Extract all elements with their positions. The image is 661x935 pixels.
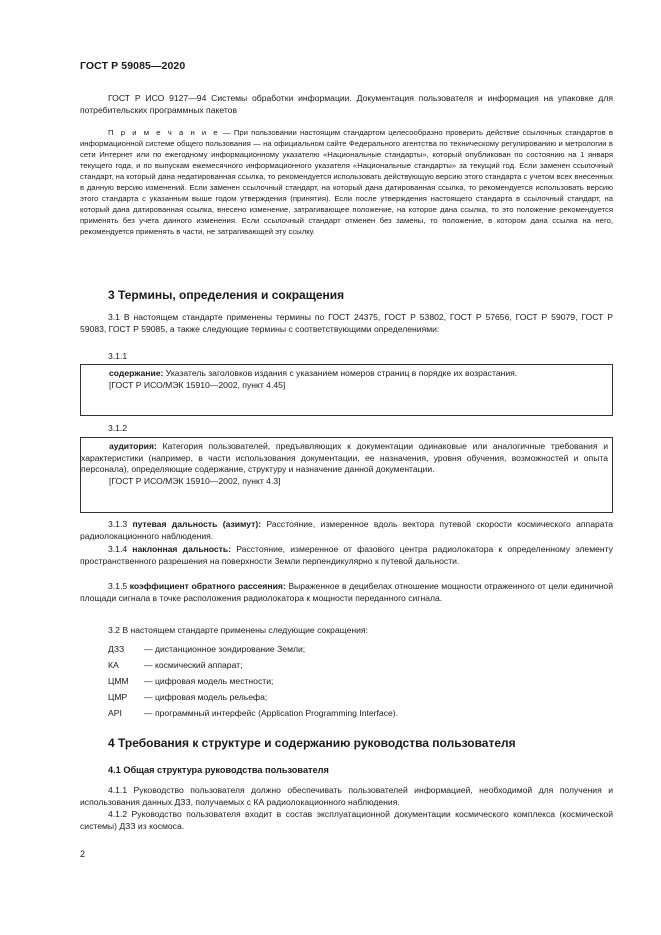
page-number: 2: [80, 849, 86, 859]
paragraph-3-1: 3.1 В настоящем стандарте применены термины по ГОСТ 24375, ГОСТ Р 53802, ГОСТ Р 57656, ГОСТ Р 59079, ГОСТ Р 59083, ГОСТ Р 59085, а также следующие термины с соответствующими определениями:: [80, 312, 613, 334]
abbreviation-text: — программный интерфейс (Application Programming Interface).: [144, 708, 399, 718]
abbreviation-code: ЦМР: [108, 692, 128, 702]
abbreviation-code: API: [108, 708, 122, 718]
abbreviation-row: [108, 676, 273, 688]
term-audience-text: Категория пользователей, предъявляющих к документации одинаковые или аналогичные требования и характеристики (например, в части использования документации, ее назначения, уровня обучения, возможностей и опыта персонала), определяющие содержание, структуру и назначение данной документации.: [81, 441, 608, 475]
clause-3-1-5: [80, 581, 613, 604]
term-audience-name: аудитория:: [109, 441, 157, 451]
term-audience-definition: [81, 441, 608, 476]
term-along-track-text: Расстояние, измеренное вдоль вектора путевой скорости космического аппарата радиолокационного наблюдения.: [80, 519, 613, 541]
clause-3-1-4: [80, 544, 613, 567]
term-box-contents: [80, 364, 613, 416]
abbreviation-code: КА: [108, 660, 119, 670]
note-label: П р и м е ч а н и е: [108, 128, 220, 137]
abbreviation-row: [108, 708, 398, 720]
document-header: ГОСТ Р 59085—2020: [80, 60, 186, 72]
term-contents-name: содержание:: [109, 368, 164, 378]
term-slant-range-text: Расстояние, измеренное от фазового центра радиолокатора к определенному элементу пространственного разрешения на поверхности Земли перпендикулярно к путевой дальности.: [80, 544, 613, 566]
section-3-title: 3 Термины, определения и сокращения: [108, 288, 345, 302]
term-contents-text: Указатель заголовков издания с указанием номеров страниц в порядке их возрастания.: [163, 368, 518, 378]
term-audience-source: [ГОСТ Р ИСО/МЭК 15910—2002, пункт 4.3]: [109, 475, 281, 486]
term-slant-range-name: наклонная дальность:: [132, 544, 232, 554]
abbreviation-text: — цифровая модель местности;: [144, 676, 274, 686]
clause-3-1-2-number: 3.1.2: [108, 423, 128, 433]
term-contents-source: [ГОСТ Р ИСО/МЭК 15910—2002, пункт 4.45]: [109, 379, 286, 390]
clause-3-1-5-number: 3.1.5: [108, 581, 130, 591]
clause-3-1-1-number: 3.1.1: [108, 351, 128, 361]
paragraph-4-1-2: 4.1.2 Руководство пользователя входит в состав эксплуатационной документации космического комплекса (космической системы) ДЗЗ из космоса.: [80, 809, 613, 831]
clause-3-1-3-number: 3.1.3: [108, 519, 133, 529]
abbreviation-row: [108, 692, 267, 704]
abbreviation-text: — цифровая модель рельефа;: [144, 692, 268, 702]
clause-3-1-4-number: 3.1.4: [108, 544, 133, 554]
abbreviation-code: ЦММ: [108, 676, 129, 686]
clause-3-1-3: [80, 519, 613, 542]
term-contents-definition: [81, 368, 608, 380]
abbreviation-text: — космический аппарат;: [144, 660, 243, 670]
paragraph-4-1-1: 4.1.1 Руководство пользователя должно обеспечивать пользователей информацией, необходимой для получения и использования данных ДЗЗ, получаемых с КА радиолокационного наблюдения.: [80, 785, 613, 807]
section-4-title: 4 Требования к структуре и содержанию руководства пользователя: [108, 736, 516, 750]
term-box-audience: [80, 437, 613, 513]
term-backscatter-text: Выраженное в децибелах отношение мощности отраженного от цели единичной площади сигнала в точке расположения радиолокатора к мощности переданного сигнала.: [80, 581, 614, 603]
abbreviation-row: [108, 644, 305, 656]
note-text: — При пользовании настоящим стандартом целесообразно проверить действие ссылочных стандартов в информационной системе общего пользования — на официальном сайте Федерального агентства по техническому регулированию и метрологии в сети Интернет или по ежегодному информационному указателю «Национальные стандарты», который опубликован по состоянию на 1 января текущего года, и по выпускам ежемесячного информационного указателя «Национальные стандарты» за текущий год. Если заменен ссылочный стандарт, на который дана недатированная ссылка, то рекомендуется использовать действующую версию этого стандарта с учетом всех внесенных в данную версию изменений. Если заменен ссылочный стандарт, на который дана датированная ссылка, то рекомендуется использовать версию этого стандарта с указанным выше годом утверждения (принятия). Если после утверждения настоящего стандарта в ссылочный стандарт, на который дана датированная ссылка, внесено изменение, затрагивающее положение, на которое дана ссылка, то это положение рекомендуется применять без учета данного изменения. Если ссылочный стандарт отменен без замены, то положение, в котором дана ссылка на него, рекомендуется применять в части, не затрагивающей эту ссылку.: [80, 128, 613, 236]
term-backscatter-name: коэффициент обратного рассеяния:: [129, 581, 286, 591]
paragraph-3-2: 3.2 В настоящем стандарте применены следующие сокращения:: [108, 625, 368, 635]
abbreviation-text: — дистанционное зондирование Земли;: [144, 644, 306, 654]
abbreviation-code: ДЗЗ: [108, 644, 125, 654]
term-along-track-name: путевая дальность (азимут):: [132, 519, 262, 529]
note-paragraph: [80, 127, 613, 237]
subsection-4-1-title: 4.1 Общая структура руководства пользователя: [108, 765, 329, 775]
abbreviation-row: [108, 660, 242, 672]
reference-iso9127: ГОСТ Р ИСО 9127—94 Системы обработки информации. Документация пользователя и информация на упаковке для потребительских программных пакетов: [80, 93, 613, 115]
